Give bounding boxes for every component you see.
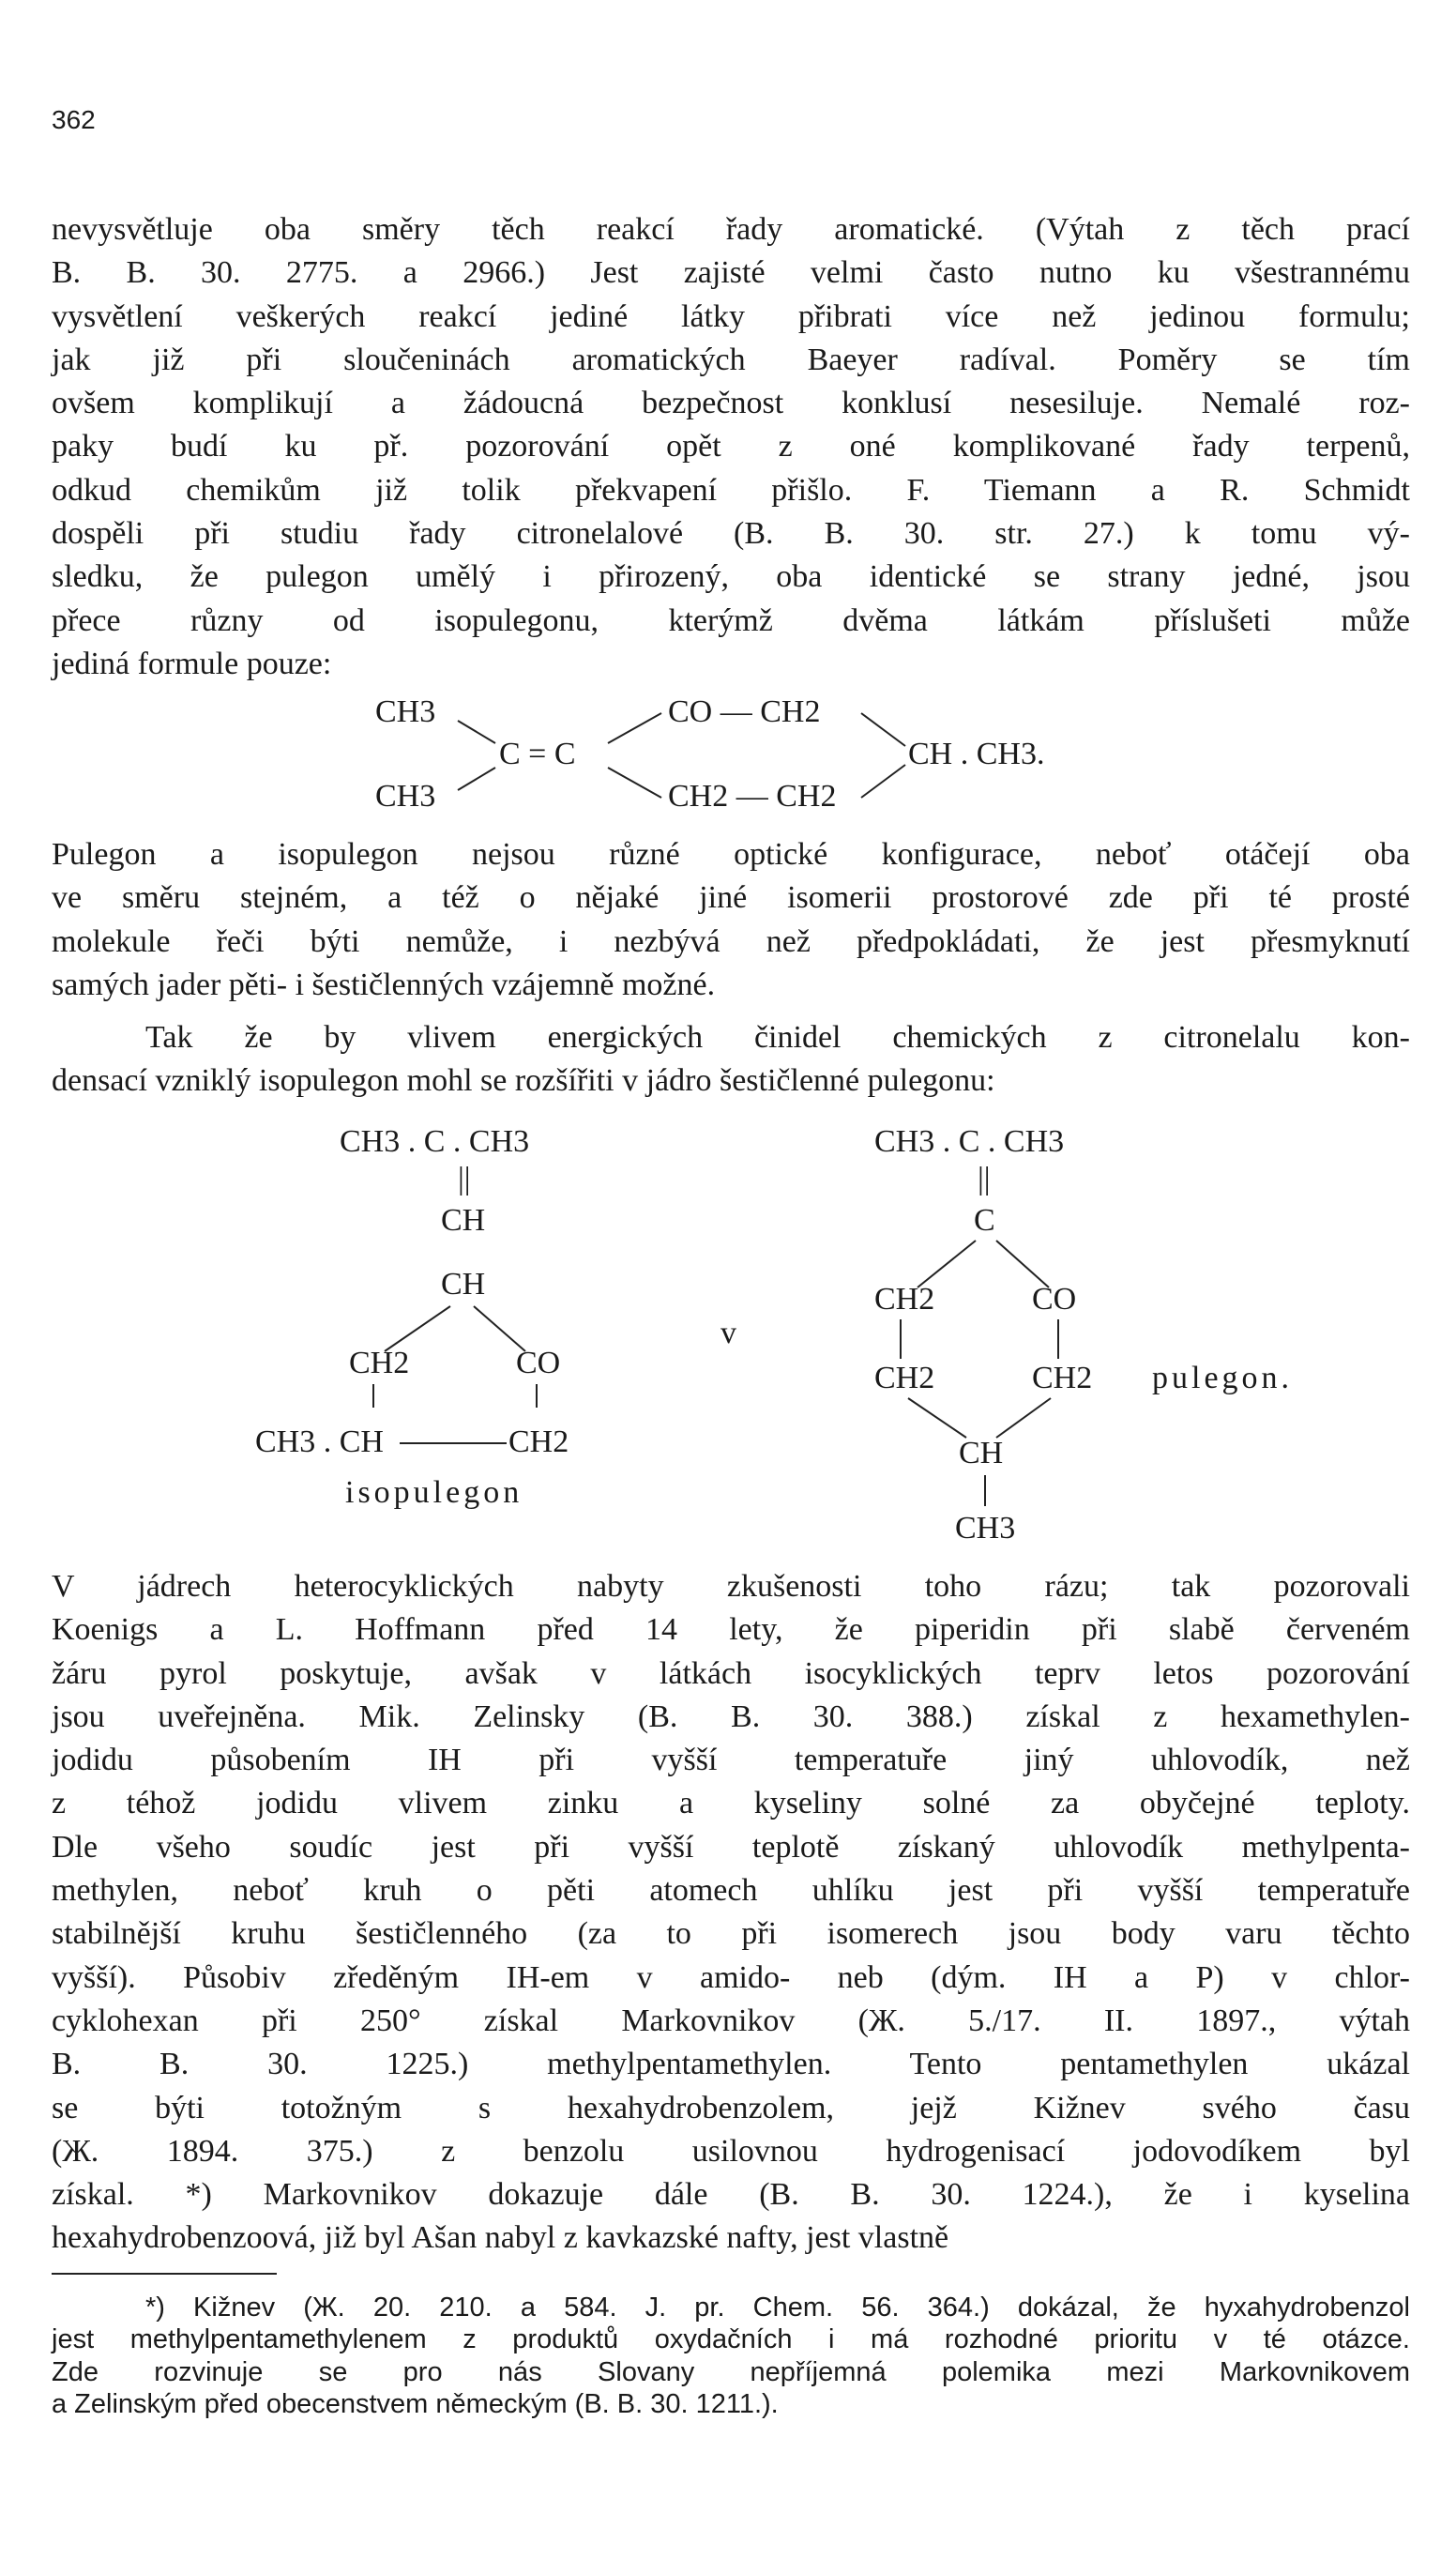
para1-line: nevysvětluje oba směry těch reakcí řady aromatické. (Výtah z těch prací [52, 212, 1410, 247]
para4-line: z téhož jodidu vlivem zinku a kyseliny solné za obyčejné teploty. [52, 1786, 1410, 1821]
iso-bottom-right: CH2 [508, 1424, 569, 1459]
pul-right1: CO [1032, 1282, 1077, 1317]
para4-line: V jádrech heterocyklických nabyty zkušenosti toho rázu; tak pozorovali [52, 1569, 1410, 1604]
para2-line: samých jader pěti- i šestičlenných vzájemně možné. [52, 967, 716, 1002]
para1-line: dospěli při studiu řady citronelalové (B. B. 30. str. 27.) k tomu vý- [52, 516, 1410, 552]
f1-ch3-bottom: CH3 [375, 779, 436, 814]
footnote-rule [52, 2273, 277, 2275]
iso-row2: CH [441, 1203, 486, 1238]
para4-line: vyšší). Působiv zředěným IH-em v amido- neb (dým. IH a P) v chlor- [52, 1959, 1410, 1995]
iso-label: isopulegon [345, 1475, 523, 1510]
footnote [52, 2292, 1410, 2421]
pul-label: pulegon. [1152, 1361, 1294, 1395]
footnote-line: a Zelinským před obecenstvem německým (B. B. 30. 1211.). [52, 2389, 779, 2420]
para1-line: paky budí ku př. pozorování opět z oné komplikované řady terpenů, [52, 429, 1410, 465]
para4-line: žáru pyrol poskytuje, avšak v látkách isocyklických teprv letos pozorování [52, 1655, 1410, 1691]
para4-line: cyklohexan při 250° získal Markovnikov (Ж. 5./17. II. 1897., výtah [52, 2003, 1410, 2038]
para1-line: sledku, že pulegon umělý i přirozený, oba identické se strany jedné, jsou [52, 559, 1410, 595]
para4-line: se býti totožným s hexahydrobenzolem, jejž Kižnev svého času [52, 2090, 1410, 2125]
para1-line: odkud chemikům již tolik překvapení přišlo. F. Tiemann a R. Schmidt [52, 472, 1410, 508]
para4-line: získal. *) Markovnikov dokazuje dále (B. B. 30. 1224.), že i kyselina [52, 2177, 1410, 2213]
pul-left1: CH2 [874, 1282, 935, 1317]
para4-line: stabilnější kruhu šestičlenného (za to při isomerech jsou body varu těchto [52, 1916, 1410, 1952]
iso-row1: CH3 . C . CH3 [340, 1124, 530, 1159]
pul-left2: CH2 [874, 1361, 935, 1395]
para3-line: Tak že by vlivem energických činidel chemických z citronelalu kon- [145, 1020, 1410, 1055]
para4-line: (Ж. 1894. 375.) z benzolu usilovnou hydrogenisací jodovodíkem byl [52, 2133, 1410, 2169]
para4-line: jsou uveřejněna. Mik. Zelinsky (B. B. 30. 388.) získal z hexamethylen- [52, 1698, 1410, 1734]
f1-ch-ch3: CH . CH3. [908, 737, 1045, 771]
para2-line: molekule řeči býti nemůže, i nezbývá než předpokládati, že jest přesmyknutí [52, 923, 1410, 959]
para4-line: Koenigs a L. Hoffmann před 14 lety, že piperidin při slabě červeném [52, 1612, 1410, 1648]
para1-line: přece různy od isopulegonu, kterýmž dvěma látkám příslušeti může [52, 602, 1410, 638]
para3-line: densací vzniklý isopulegon mohl se rozšířiti v jádro šestičlenné pulegonu: [52, 1063, 995, 1099]
iso-double-bond: || [458, 1162, 471, 1196]
para4-line: B. B. 30. 1225.) methylpentamethylen. Tento pentamethylen ukázal [52, 2047, 1410, 2082]
para1-line: vysvětlení veškerých reakcí jediné látky přibrati více než jedinou formulu; [52, 298, 1410, 334]
para2-line: ve směru stejném, a též o nějaké jiné isomerii prostorové zde při té prosté [52, 880, 1410, 916]
iso-row3: CH [441, 1267, 486, 1302]
paragraph-heterocyclic [52, 1565, 1410, 2261]
pul-double-bond: || [978, 1162, 991, 1196]
page-number: 362 [52, 105, 96, 134]
f1-ch3-top: CH3 [375, 694, 436, 729]
para1-line: B. B. 30. 2775. a 2966.) Jest zajisté velmi často nutno ku všestrannému [52, 255, 1410, 291]
formula-connector-v: v [720, 1316, 736, 1350]
pul-right2: CH2 [1032, 1361, 1093, 1395]
para4-line: Dle všeho soudíc jest při vyšší teplotě získaný uhlovodík methylpenta- [52, 1829, 1410, 1865]
iso-right: CO [516, 1346, 561, 1380]
iso-left: CH2 [349, 1346, 410, 1380]
pul-row2: C [974, 1203, 995, 1238]
para1-line: jediná formule pouze: [52, 646, 332, 681]
f1-ch2-ch2: CH2 — CH2 [668, 779, 837, 814]
f1-co-ch2: CO — CH2 [668, 694, 821, 729]
iso-bottom-left: CH3 . CH [255, 1424, 384, 1459]
pul-bottom: CH [959, 1436, 1004, 1470]
f1-c-eq-c: C = C [499, 737, 576, 771]
para4-line: jodidu působením IH při vyšší temperatuře jiný uhlovodík, než [52, 1743, 1410, 1778]
footnote-line: Zde rozvinuje se pro nás Slovany nepříjemná polemika mezi Markovnikovem [52, 2356, 1410, 2387]
footnote-line: jest methylpentamethylenem z produktů oxydačních i má rozhodné prioritu v té otázce. [52, 2324, 1410, 2355]
para4-line: methylen, neboť kruh o pěti atomech uhlíku jest při vyšší temperatuře [52, 1873, 1410, 1909]
para1-line: jak již při sloučeninách aromatických Baeyer radíval. Poměry se tím [52, 342, 1410, 377]
footnote-line: *) Kižnev (Ж. 20. 210. a 584. J. pr. Chem. 56. 364.) dokázal, že hyxahydrobenzol [145, 2292, 1410, 2323]
para1-line: ovšem komplikují a žádoucná bezpečnost konklusí nesesiluje. Nemalé roz- [52, 386, 1410, 421]
para4-line: hexahydrobenzoová, již byl Ašan nabyl z kavkazské nafty, jest vlastně [52, 2220, 949, 2256]
para2-line: Pulegon a isopulegon nejsou různé optické konfigurace, neboť otáčejí oba [52, 837, 1410, 872]
pul-row1: CH3 . C . CH3 [874, 1124, 1065, 1159]
pul-bottom2: CH3 [955, 1511, 1016, 1546]
